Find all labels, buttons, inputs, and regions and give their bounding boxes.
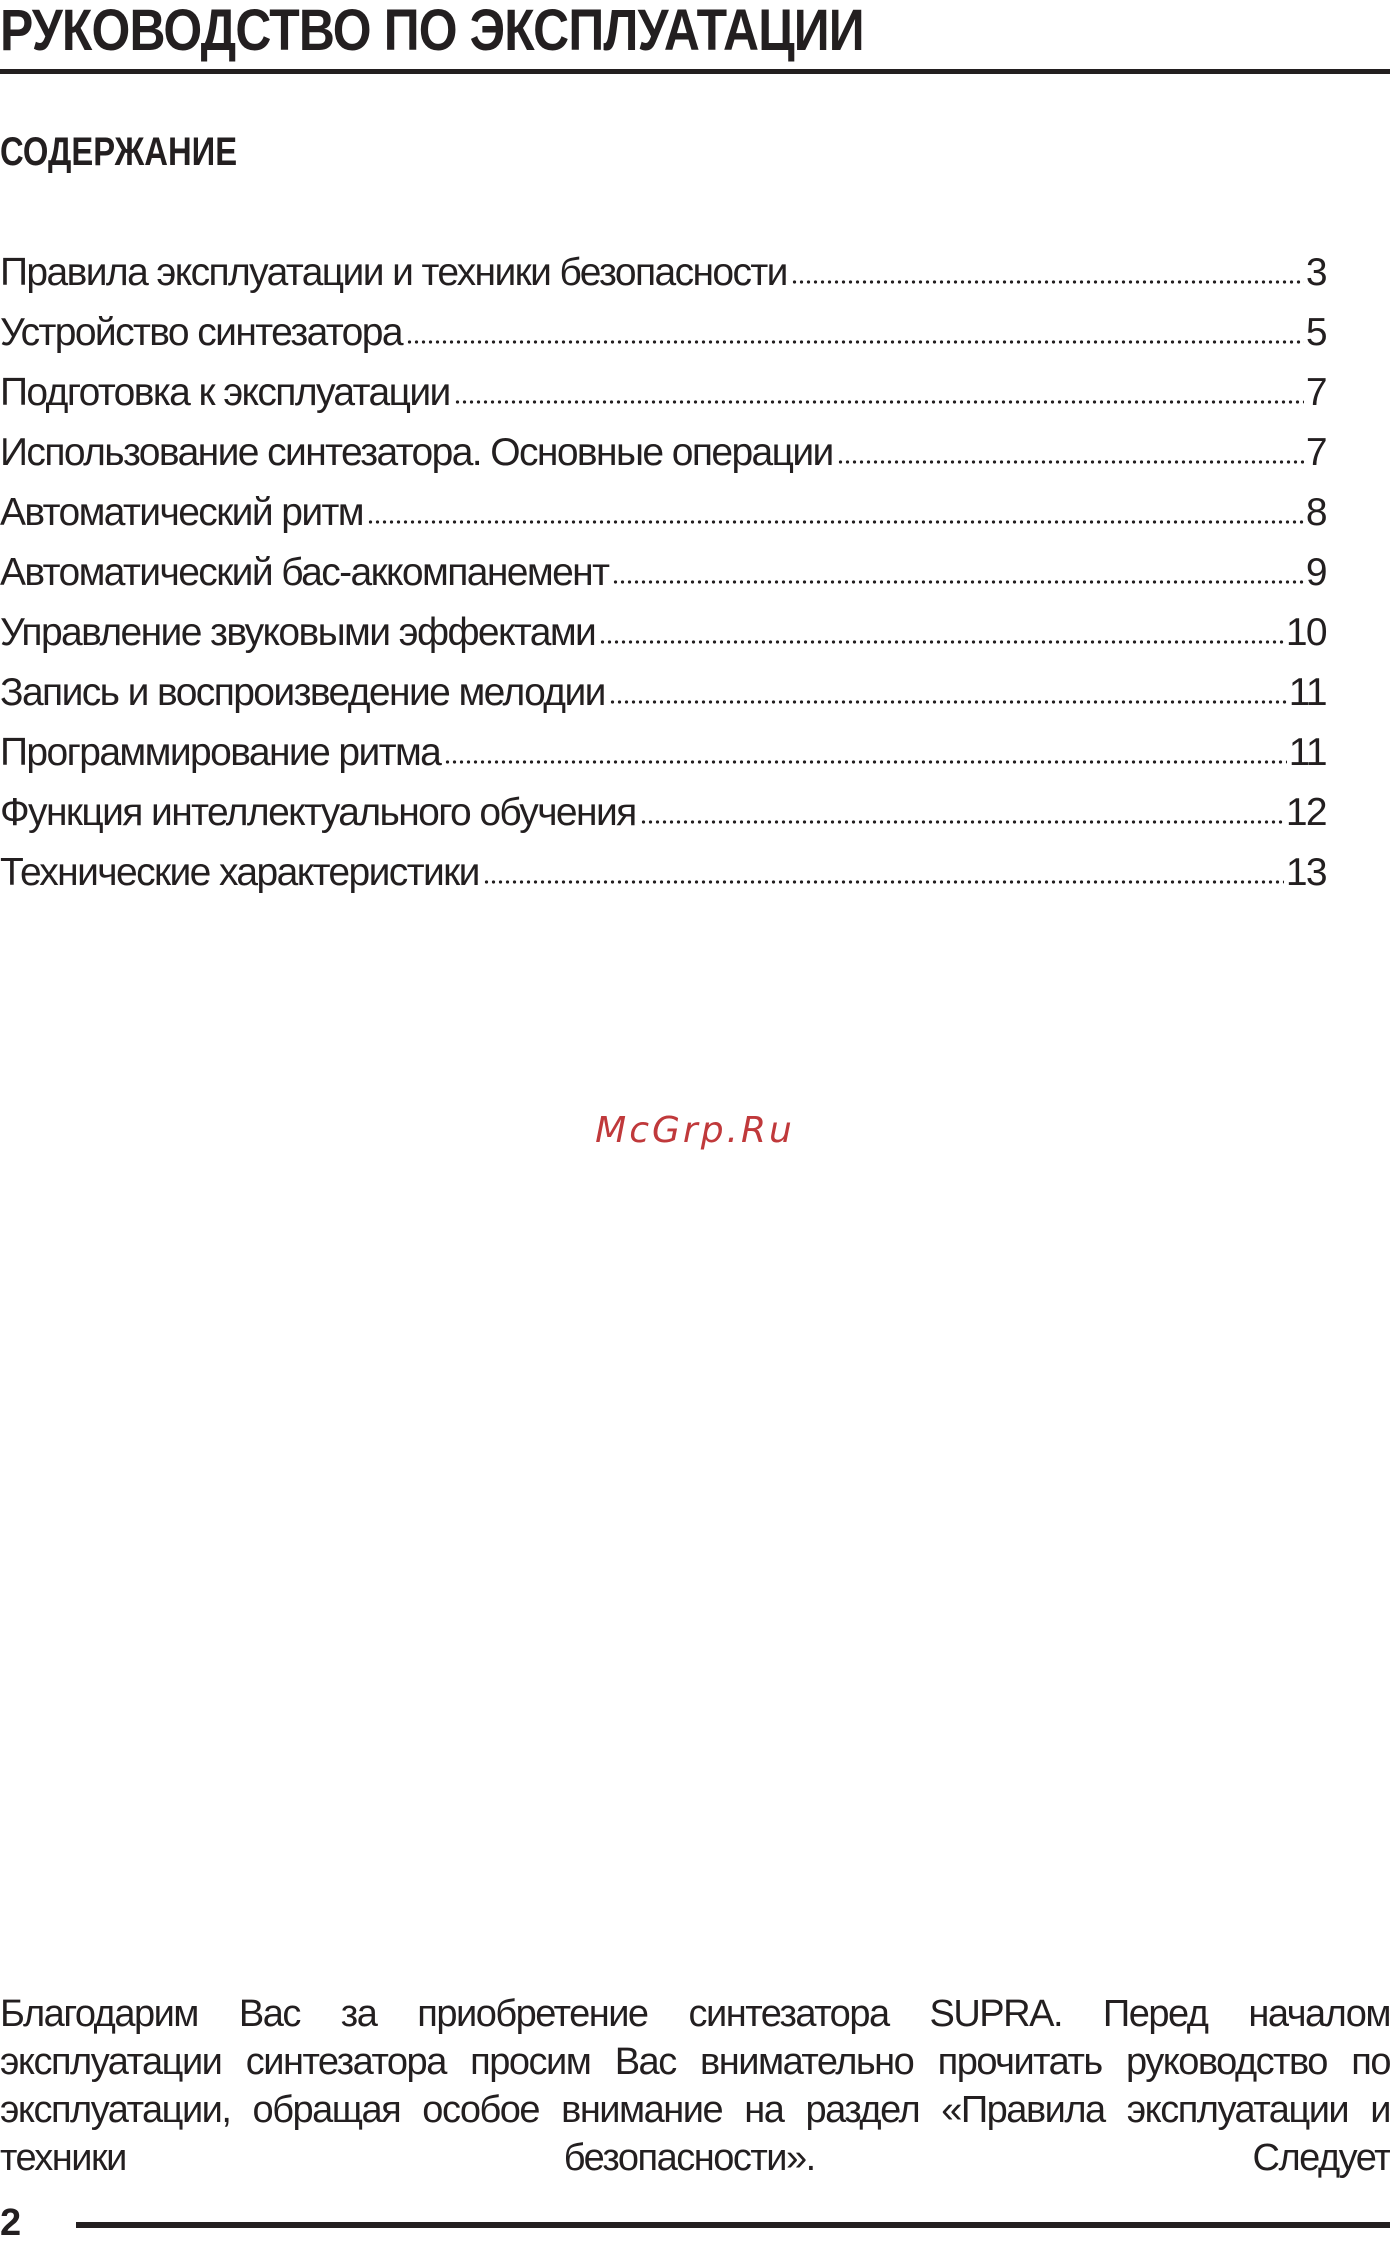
toc-dot-leader <box>640 820 1284 824</box>
toc-entry[interactable] <box>0 668 1326 728</box>
toc-dot-leader <box>406 340 1304 344</box>
page-title: РУКОВОДСТВО ПО ЭКСПЛУАТАЦИИ <box>0 0 864 63</box>
contents-heading: СОДЕРЖАНИЕ <box>0 130 238 174</box>
toc-dot-leader <box>599 640 1284 644</box>
toc-entry-page: 11 <box>1288 731 1326 774</box>
toc-entry-label: Запись и воспроизведение мелодии <box>0 671 605 714</box>
toc-entry-label: Управление звуковыми эффектами <box>0 611 596 654</box>
toc-entry-label: Автоматический ритм <box>0 491 364 534</box>
toc-entry[interactable] <box>0 308 1326 368</box>
footer-divider <box>76 2222 1390 2228</box>
toc-entry-page: 9 <box>1305 551 1326 594</box>
toc-entry-page: 7 <box>1305 371 1326 414</box>
toc-entry-label: Устройство синтезатора <box>0 311 402 354</box>
table-of-contents <box>0 248 1326 908</box>
toc-dot-leader <box>454 400 1304 404</box>
toc-entry[interactable] <box>0 608 1326 668</box>
toc-dot-leader <box>609 700 1287 704</box>
toc-dot-leader <box>444 760 1286 764</box>
toc-entry-label: Автоматический бас-аккомпанемент <box>0 551 609 594</box>
toc-entry-label: Правила эксплуатации и техники безопасности <box>0 251 787 294</box>
toc-entry-page: 3 <box>1305 251 1326 294</box>
toc-entry-page: 12 <box>1285 791 1326 834</box>
toc-entry[interactable] <box>0 788 1326 848</box>
toc-entry[interactable] <box>0 728 1326 788</box>
toc-dot-leader <box>612 580 1304 584</box>
toc-dot-leader <box>837 460 1304 464</box>
toc-entry[interactable] <box>0 368 1326 428</box>
toc-entry[interactable] <box>0 488 1326 548</box>
toc-entry-page: 5 <box>1305 311 1326 354</box>
toc-entry[interactable] <box>0 848 1326 908</box>
toc-entry[interactable] <box>0 428 1326 488</box>
toc-entry-page: 7 <box>1305 431 1326 474</box>
intro-paragraph: Благодарим Вас за приобретение синтезатора SUPRA. Перед началом эксплуатации синтезатора просим Вас внимательно прочитать руководство по эксплуатации, обращая особое внимание на раздел «Правила эксплуатации и техники безопасности». Следует <box>0 1993 1390 2179</box>
page-number: 2 <box>0 2202 22 2244</box>
watermark: McGrp.Ru <box>595 1110 795 1151</box>
toc-entry-page: 11 <box>1288 671 1326 714</box>
toc-dot-leader <box>483 880 1284 884</box>
toc-entry-label: Программирование ритма <box>0 731 441 774</box>
toc-entry-label: Использование синтезатора. Основные операции <box>0 431 833 474</box>
toc-entry-label: Функция интеллектуального обучения <box>0 791 636 834</box>
toc-entry-page: 8 <box>1305 491 1326 534</box>
toc-dot-leader <box>367 520 1304 524</box>
toc-entry[interactable] <box>0 548 1326 608</box>
toc-entry-label: Технические характеристики <box>0 851 479 894</box>
toc-entry[interactable] <box>0 248 1326 308</box>
toc-entry-page: 13 <box>1285 851 1326 894</box>
toc-entry-page: 10 <box>1285 611 1326 654</box>
toc-entry-label: Подготовка к эксплуатации <box>0 371 450 414</box>
title-divider <box>0 69 1390 74</box>
toc-dot-leader <box>791 280 1304 284</box>
